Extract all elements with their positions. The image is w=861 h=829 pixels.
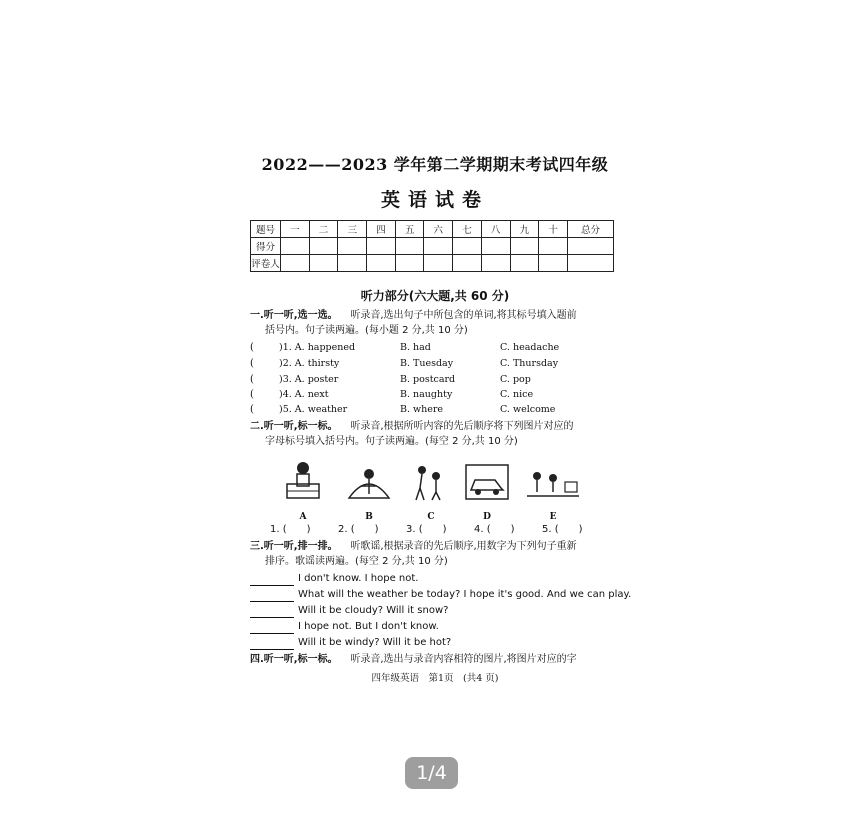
score-cell [395, 238, 424, 255]
q1-option-c: C. welcome [500, 404, 556, 415]
q1-option-a: )2. A. thirsty [279, 358, 340, 369]
row-label: 得分 [251, 238, 281, 255]
grader-cell [568, 255, 614, 272]
score-cell [424, 238, 453, 255]
q1-instruction-cont: 括号内。句子读两遍。(每小题 2 分,共 10 分) [265, 325, 468, 336]
q1-header-line [250, 309, 577, 323]
row-label: 题号 [251, 221, 281, 238]
q3-sentence [250, 572, 418, 586]
column-header: 二 [309, 221, 338, 238]
q2-answer: 2. ( ) [338, 524, 379, 535]
q1-instruction: 听录音,选出句子中所包含的单词,将其标号填入题前 [350, 310, 577, 321]
grader-cell [539, 255, 568, 272]
q1-option-b: B. had [400, 342, 431, 353]
grader-cell [510, 255, 539, 272]
sentence-text: I hope not. But I don't know. [298, 621, 439, 632]
row-label: 评卷人 [251, 255, 281, 272]
exam-page [245, 150, 632, 690]
sentence-text: Will it be windy? Will it be hot? [298, 637, 452, 648]
grader-cell [453, 255, 482, 272]
score-cell [481, 238, 510, 255]
answer-blank[interactable] [250, 623, 294, 634]
grader-cell [424, 255, 453, 272]
q2-answer: 5. ( ) [542, 524, 583, 535]
column-header: 八 [481, 221, 510, 238]
q1-option-a: )1. A. happened [279, 342, 356, 353]
q2-answer: 3. ( ) [406, 524, 447, 535]
grader-cell [309, 255, 338, 272]
picture-label: B [365, 512, 373, 522]
q1-option-b: B. Tuesday [400, 358, 454, 369]
q1-option-b: B. where [400, 404, 444, 415]
exam-title-line2: 英语试卷 [380, 189, 489, 211]
answer-blank[interactable] [250, 575, 294, 586]
grader-cell [281, 255, 310, 272]
score-table-row-number [251, 221, 614, 238]
grader-cell [338, 255, 367, 272]
children-playing-icon [525, 466, 581, 502]
score-cell [568, 238, 614, 255]
q3-instruction-cont: 排序。歌谣读两遍。(每空 2 分,共 10 分) [265, 556, 448, 567]
q4-heading: 四.听一听,标一标。 [250, 654, 338, 665]
girl-with-umbrella-icon [345, 460, 393, 505]
q1-option-b: B. postcard [400, 374, 456, 385]
score-table-row-score [251, 238, 614, 255]
grader-cell [481, 255, 510, 272]
score-cell [539, 238, 568, 255]
column-header: 五 [395, 221, 424, 238]
q1-option-b: B. naughty [400, 389, 453, 400]
score-cell [510, 238, 539, 255]
q1-heading: 一.听一听,选一选。 [250, 310, 338, 321]
q2-header-line [250, 420, 574, 434]
q3-instruction: 听歌谣,根据录音的先后顺序,用数字为下列句子重新 [350, 541, 577, 552]
column-header: 七 [453, 221, 482, 238]
q1-option-a: )4. A. next [279, 389, 329, 400]
answer-paren: ( [250, 358, 254, 369]
score-cell [338, 238, 367, 255]
q2-answer: 4. ( ) [474, 524, 515, 535]
family-walking-icon [410, 460, 450, 505]
score-table [250, 220, 614, 272]
answer-paren: ( [250, 389, 254, 400]
q2-heading: 二.听一听,标一标。 [250, 421, 338, 432]
answer-blank[interactable] [250, 639, 294, 650]
column-header: 九 [510, 221, 539, 238]
q4-header-line [250, 653, 577, 667]
score-cell [453, 238, 482, 255]
picture-label: A [299, 512, 307, 522]
q1-option-c: C. pop [500, 374, 531, 385]
picture-label: E [549, 512, 557, 522]
score-cell [367, 238, 396, 255]
page-indicator[interactable]: 1/4 [405, 757, 458, 789]
answer-blank[interactable] [250, 607, 294, 618]
exam-title-line1: 2022——2023 学年第二学期期末考试四年级 [261, 155, 609, 174]
column-header: 四 [367, 221, 396, 238]
q1-option-a: )5. A. weather [279, 404, 348, 415]
column-header: 总分 [568, 221, 614, 238]
q4-instruction: 听录音,选出与录音内容相符的图片,将图片对应的字 [350, 654, 577, 665]
q1-option-c: C. nice [500, 389, 534, 400]
answer-paren: ( [250, 342, 254, 353]
sentence-text: What will the weather be today? I hope it's good. And we can play. [298, 589, 632, 600]
sentence-text: I don't know. I hope not. [298, 573, 419, 584]
answer-paren: ( [250, 404, 254, 415]
q2-answer: 1. ( ) [270, 524, 311, 535]
q3-sentence [250, 620, 439, 634]
column-header: 一 [281, 221, 310, 238]
sentence-text: Will it be cloudy? Will it snow? [298, 605, 449, 616]
car-icon [465, 464, 509, 502]
score-table-row-grader [251, 255, 614, 272]
column-header: 三 [338, 221, 367, 238]
q3-sentence [250, 588, 631, 602]
picture-label: C [427, 512, 435, 522]
q1-option-c: C. headache [500, 342, 560, 353]
picture-label: D [483, 512, 491, 522]
page-footer: 四年级英语 第1页 (共4 页) [371, 673, 499, 684]
answer-paren: ( [250, 374, 254, 385]
q2-instruction-cont: 字母标号填入括号内。句子读两遍。(每空 2 分,共 10 分) [265, 436, 518, 447]
student-at-desk-icon [283, 460, 323, 505]
column-header: 六 [424, 221, 453, 238]
q3-header-line [250, 540, 577, 554]
answer-blank[interactable] [250, 591, 294, 602]
q3-sentence [250, 636, 451, 650]
q1-option-a: )3. A. poster [279, 374, 339, 385]
score-cell [281, 238, 310, 255]
column-header: 十 [539, 221, 568, 238]
grader-cell [395, 255, 424, 272]
q3-sentence [250, 604, 448, 618]
q2-instruction: 听录音,根据所听内容的先后顺序将下列图片对应的 [350, 421, 574, 432]
score-cell [309, 238, 338, 255]
q1-option-c: C. Thursday [500, 358, 559, 369]
listening-section-header: 听力部分(六大题,共 60 分) [360, 289, 510, 303]
q3-heading: 三.听一听,排一排。 [250, 541, 338, 552]
grader-cell [367, 255, 396, 272]
